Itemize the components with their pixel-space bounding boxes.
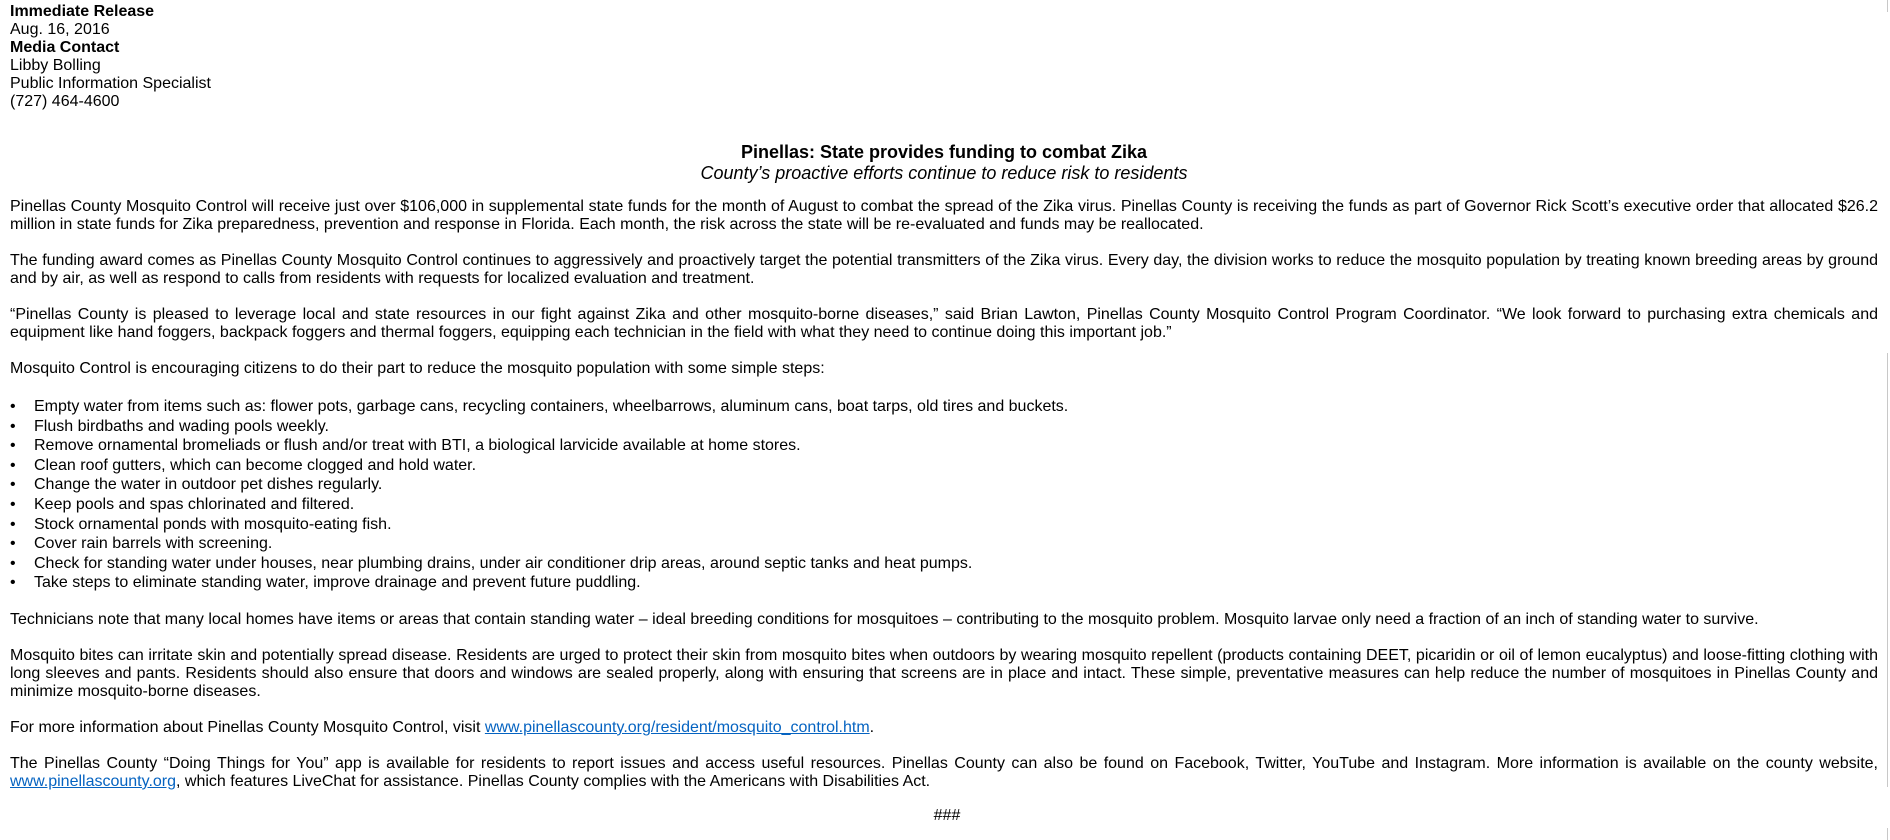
bullet-icon: • (10, 554, 16, 572)
paragraph-bites: Mosquito bites can irritate skin and potentially spread disease. Residents are urged to protect their skin from mosquito bites when outdoors by wearing mosquito repellent (products containing DEET, picaridin or oil of lemon eucalyptus) and loose-fitting clothing with long sleeves and pants. Residents should also ensure that doors and windows are sealed properly, along with ensuring that screens are in place and intact. These simple, preventative measures can help reduce the number of mosquitoes in Pinellas County and minimize mosquito-borne diseases. (10, 646, 1878, 700)
list-item (10, 475, 1878, 495)
step-text: Clean roof gutters, which can become clogged and hold water. (34, 456, 477, 474)
more-info-text: For more information about Pinellas County Mosquito Control, visit (10, 718, 485, 736)
step-text: Change the water in outdoor pet dishes regularly. (34, 476, 383, 494)
list-item (10, 534, 1878, 554)
step-text: Stock ornamental ponds with mosquito-eating fish. (34, 515, 392, 533)
more-info-suffix: . (869, 718, 875, 736)
paragraph-funding: Pinellas County Mosquito Control will receive just over $106,000 in supplemental state funds for the month of August to combat the spread of the Zika virus. Pinellas County is receiving the funds as part of Governor Rick Scott’s executive order that allocated $26.2 million in state funds for Zika preparedness, prevention and response in Florida. Each month, the risk across the state will be re-evaluated and funds may be reallocated. (10, 198, 1878, 233)
list-item (10, 397, 1878, 417)
end-of-release-mark: ### (933, 806, 961, 824)
step-text: Check for standing water under houses, near plumbing drains, under air conditioner drip areas, around septic tanks and heat pumps. (34, 554, 973, 572)
step-text: Cover rain barrels with screening. (34, 535, 273, 553)
page-edge-line (1887, 353, 1888, 787)
release-date: Aug. 16, 2016 (10, 21, 110, 38)
bullet-icon: • (10, 456, 16, 474)
paragraph-quote: “Pinellas County is pleased to leverage local and state resources in our fight against Zika and other mosquito-borne diseases,” said Brian Lawton, Pinellas County Mosquito Control Program Coordinator. “We look forward to purchasing extra chemicals and equipment like hand foggers, backpack foggers and thermal foggers, equipping each technician in the field with what they need to continue doing this important job.” (10, 306, 1878, 341)
bullet-icon: • (10, 495, 16, 513)
paragraph-award: The funding award comes as Pinellas County Mosquito Control continues to aggressively and proactively target the potential transmitters of the Zika virus. Every day, the division works to reduce the mosquito population by treating known breeding areas by ground and by air, as well as respond to calls from residents with requests for localized evaluation and treatment. (10, 252, 1878, 287)
list-item (10, 495, 1878, 515)
release-header (10, 3, 1878, 111)
contact-title: Public Information Specialist (10, 75, 211, 92)
prevention-steps-list (10, 397, 1878, 593)
list-item (10, 554, 1878, 574)
contact-phone: (727) 464-4600 (10, 93, 120, 110)
contact-name: Libby Bolling (10, 57, 101, 74)
list-item (10, 573, 1878, 593)
paragraph-app (10, 755, 1878, 791)
mosquito-control-link[interactable]: www.pinellascounty.org/resident/mosquito_control.htm (484, 718, 870, 736)
release-label: Immediate Release (10, 3, 155, 20)
list-item (10, 456, 1878, 476)
paragraph-more-info (10, 719, 1878, 737)
list-item (10, 515, 1878, 535)
county-website-link[interactable]: www.pinellascounty.org (10, 772, 177, 790)
step-text: Take steps to eliminate standing water, improve drainage and prevent future puddling. (34, 574, 641, 592)
step-text: Empty water from items such as: flower pots, garbage cans, recycling containers, wheelbarrows, aluminum cans, boat tarps, old tires and buckets. (34, 398, 1069, 415)
step-text: Flush birdbaths and wading pools weekly. (34, 417, 329, 435)
page-edge-line-top (1887, 0, 1888, 12)
title-block (10, 141, 1878, 184)
bullet-icon: • (10, 515, 16, 533)
media-contact-label: Media Contact (10, 39, 120, 56)
press-release-document (10, 3, 1878, 825)
page-edge-line-bottom (1887, 828, 1888, 840)
list-item (10, 417, 1878, 437)
bullet-icon: • (10, 398, 16, 415)
bullet-icon: • (10, 476, 16, 494)
step-text: Remove ornamental bromeliads or flush and/or treat with BTI, a biological larvicide available at home stores. (34, 437, 801, 455)
list-item (10, 436, 1878, 456)
paragraph-steps-intro: Mosquito Control is encouraging citizens to do their part to reduce the mosquito population with some simple steps: (10, 360, 825, 377)
bullet-icon: • (10, 574, 16, 592)
paragraph-technicians: Technicians note that many local homes have items or areas that contain standing water – ideal breeding conditions for mosquitoes – contributing to the mosquito problem. Mosquito larvae only need a fraction of an inch of standing water to survive. (10, 610, 1759, 628)
step-text: Keep pools and spas chlorinated and filtered. (34, 495, 355, 513)
bullet-icon: • (10, 417, 16, 435)
headline: Pinellas: State provides funding to combat Zika (740, 142, 1148, 162)
bullet-icon: • (10, 437, 16, 455)
bullet-icon: • (10, 535, 16, 553)
subheadline: County’s proactive efforts continue to reduce risk to residents (700, 163, 1188, 183)
app-text-suffix: , which features LiveChat for assistance. Pinellas County complies with the Americans with Disabilities Act. (176, 772, 931, 790)
app-text: The Pinellas County “Doing Things for You” app is available for residents to report issues and access useful resources. Pinellas County can also be found on Facebook, Twitter, YouTube and Instagram. More information is available on the county website, (10, 754, 1878, 772)
